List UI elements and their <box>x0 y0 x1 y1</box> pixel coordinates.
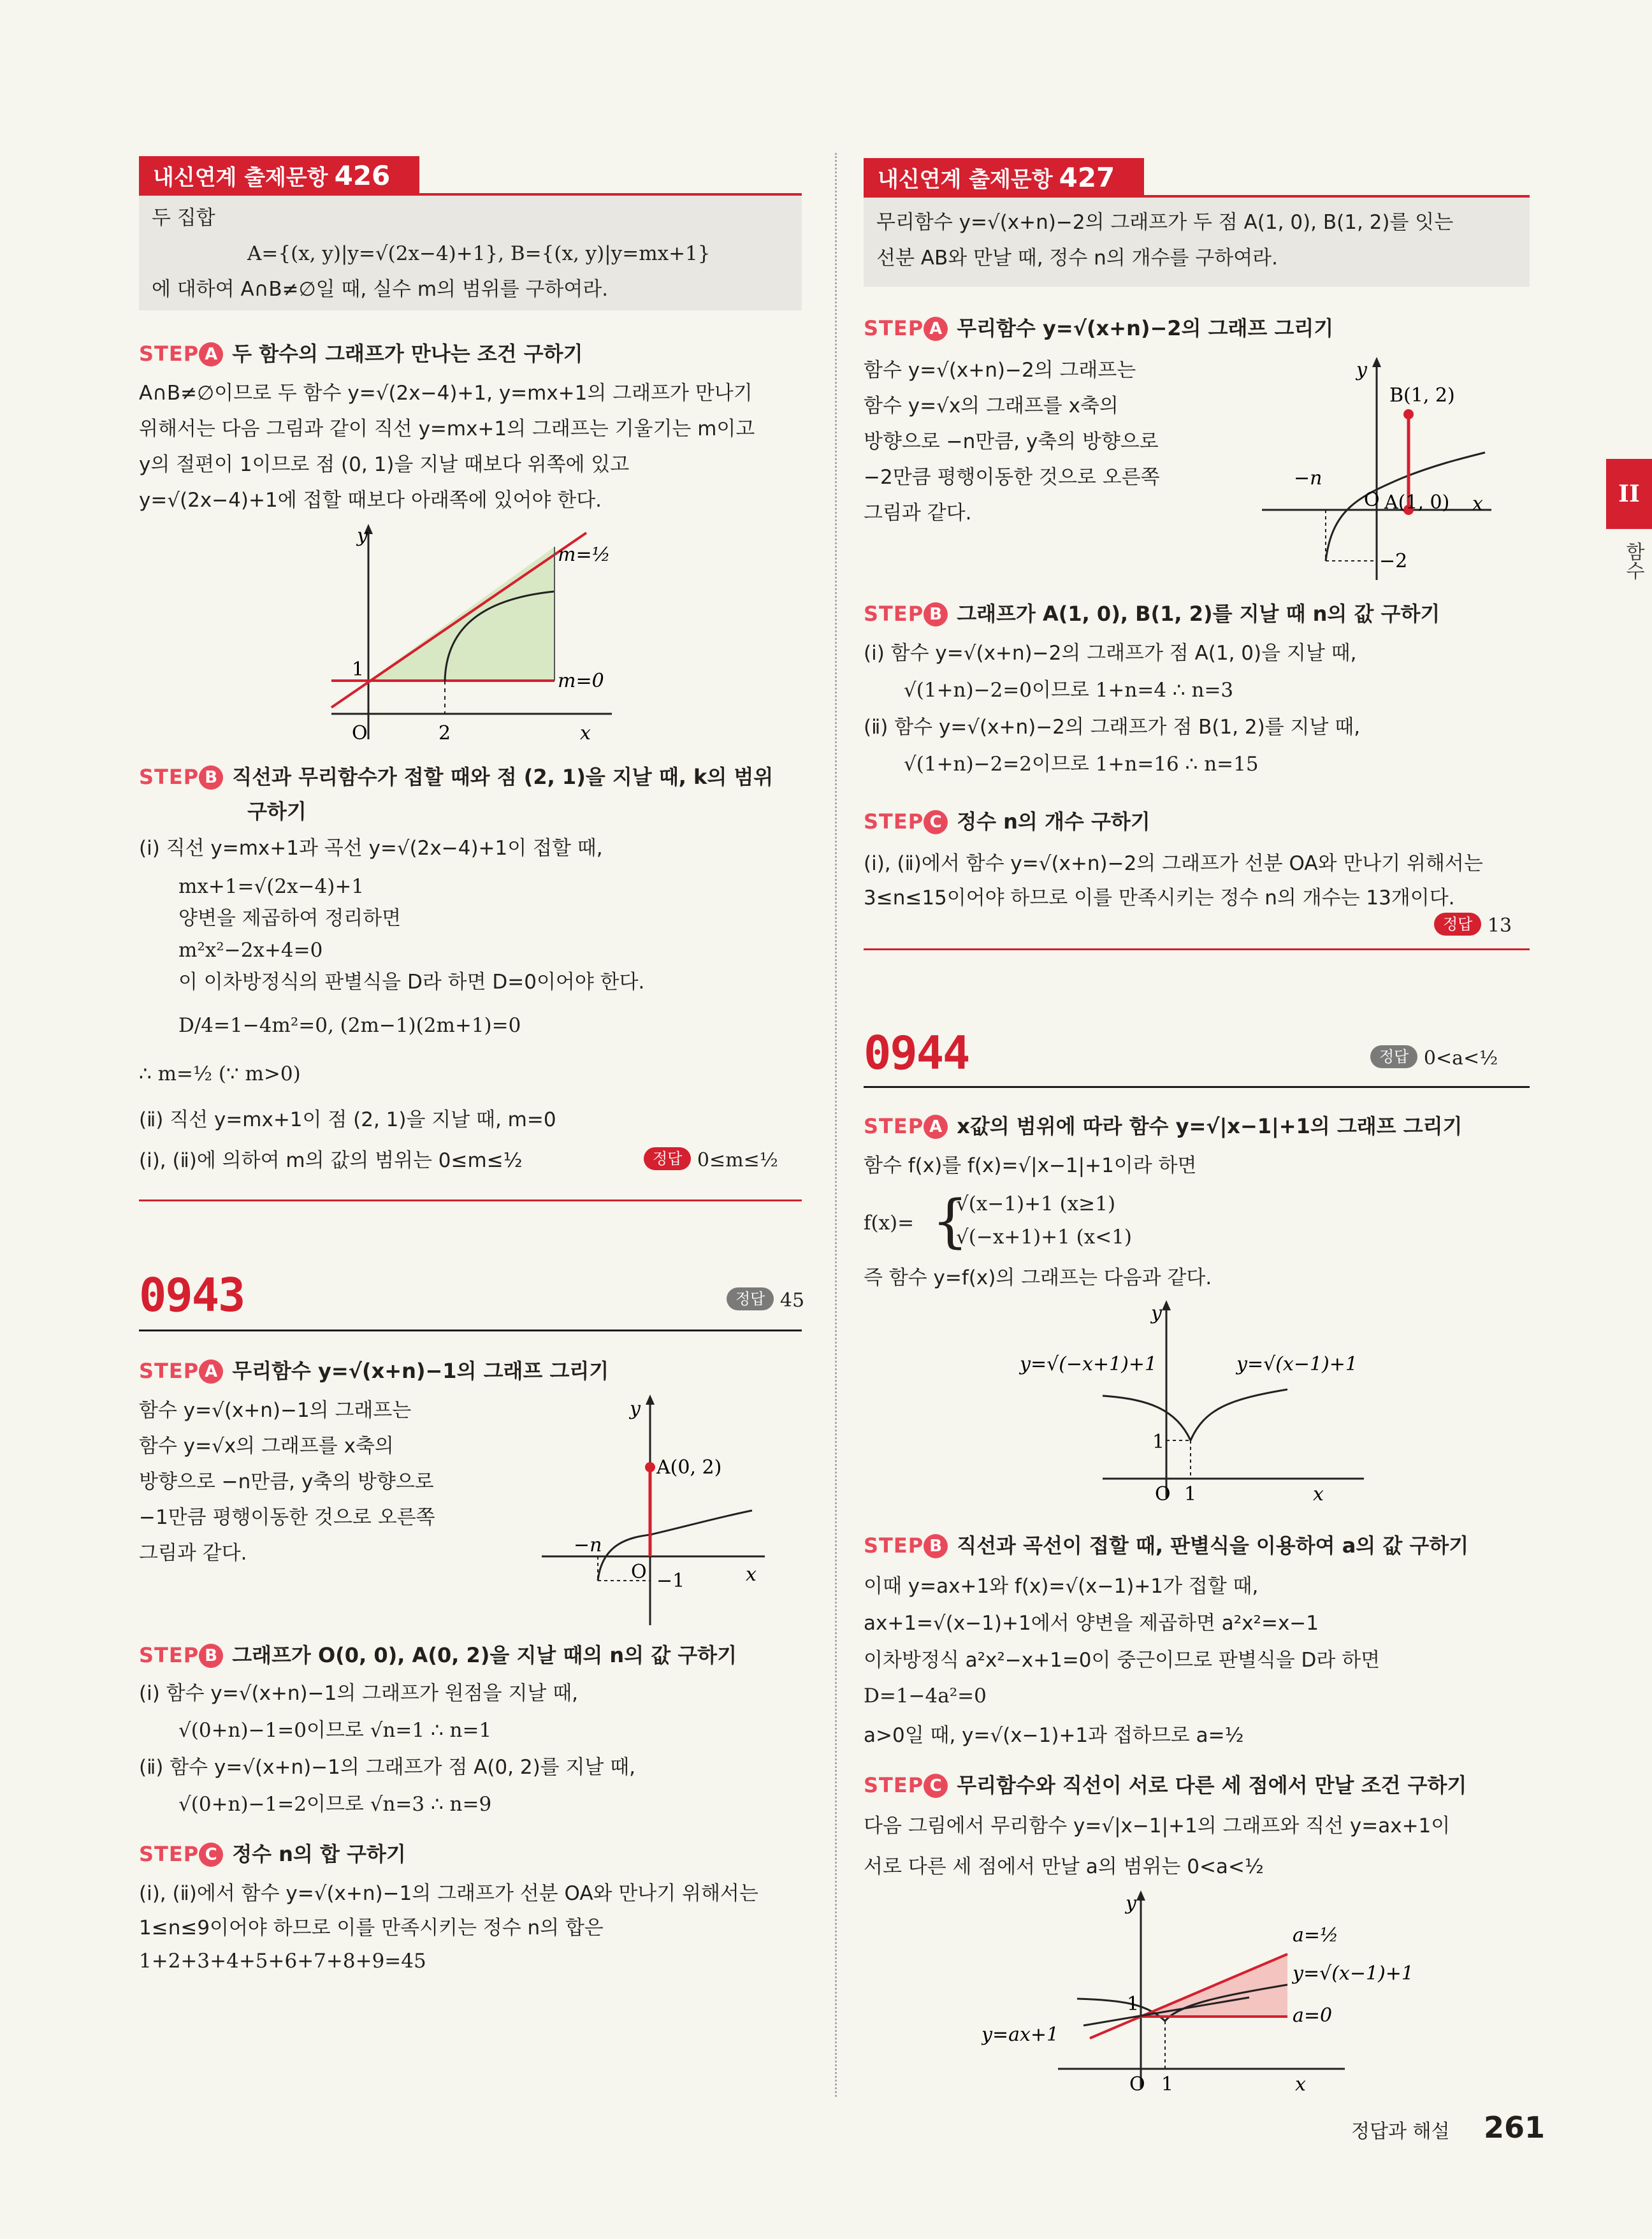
divider-0943 <box>139 1330 802 1331</box>
p427-b-line: √(1+n)−2=0이므로 1+n=4 ∴ n=3 <box>904 679 1234 702</box>
q943-a-line: 함수 y=√x의 그래프를 x축의 <box>139 1435 394 1458</box>
origin-label: O <box>352 722 368 744</box>
curve-right <box>1191 1389 1287 1440</box>
svg-text:1: 1 <box>1127 1993 1140 2015</box>
q944-b-line: ax+1=√(x−1)+1에서 양변을 제곱하면 a²x²=x−1 <box>864 1612 1319 1635</box>
svg-text:y: y <box>1356 359 1367 381</box>
step-c-943: STEP C 정수 n의 합 구하기 <box>139 1842 406 1866</box>
q944-b-line: a>0일 때, y=√(x−1)+1과 접하므로 a=½ <box>864 1724 1244 1747</box>
p427-a-line: −2만큼 평행이동한 것으로 오른쪽 <box>864 466 1160 489</box>
q944-case1: √(x−1)+1 (x≥1) <box>956 1192 1116 1215</box>
step-b-943: STEP B 그래프가 O(0, 0), A(0, 2)을 지날 때의 n의 값 구하기 <box>139 1643 737 1667</box>
q943-b-line: √(0+n)−1=2이므로 √n=3 ∴ n=9 <box>178 1793 492 1816</box>
sol-line: ∴ m=½ (∵ m>0) <box>139 1062 301 1085</box>
q944-b-line: 이때 y=ax+1와 f(x)=√(x−1)+1가 접할 때, <box>864 1575 1259 1598</box>
problem-426-box <box>139 196 802 310</box>
problem-427-banner: 내신연계 출제문항 427 <box>864 158 1144 198</box>
svg-text:O: O <box>1364 489 1380 511</box>
step-a-944: STEP A x값의 범위에 따라 함수 y=√|x−1|+1의 그래프 그리기 <box>864 1114 1463 1138</box>
sol-line: D/4=1−4m²=0, (2m−1)(2m+1)=0 <box>178 1014 521 1037</box>
p426-line2: A={(x, y)|y=√(2x−4)+1}, B={(x, y)|y=mx+1} <box>247 242 711 265</box>
svg-text:x: x <box>1313 1483 1324 1504</box>
sol-line: 이 이차방정식의 판별식을 D라 하면 D=0이어야 한다. <box>178 971 645 994</box>
sol-line: m²x²−2x+4=0 <box>178 939 323 962</box>
p427-c-line: (ⅰ), (ⅱ)에서 함수 y=√(x+n)−2의 그래프가 선분 OA와 만나기 위해서는 <box>864 852 1483 875</box>
svg-text:y: y <box>1151 1302 1162 1324</box>
svg-text:x: x <box>746 1563 757 1586</box>
p427-b-line: √(1+n)−2=2이므로 1+n=16 ∴ n=15 <box>904 753 1259 776</box>
p427-a-line: 그림과 같다. <box>864 502 972 525</box>
q944-b-line: D=1−4a²=0 <box>864 1685 987 1707</box>
svg-text:A(1, 0): A(1, 0) <box>1384 491 1450 514</box>
step-b-427: STEP B 그래프가 A(1, 0), B(1, 2)를 지날 때 n의 값 구하기 <box>864 602 1440 626</box>
p427-a-line: 함수 y=√(x+n)−2의 그래프는 <box>864 359 1136 382</box>
banner-number: 426 <box>334 160 391 191</box>
q943-a-line: 방향으로 −n만큼, y축의 방향으로 <box>139 1470 434 1493</box>
divider-426 <box>139 1199 802 1201</box>
q943-a-line: −1만큼 평행이동한 것으로 오른쪽 <box>139 1506 435 1529</box>
sol-line: 양변을 제곱하여 정리하면 <box>178 907 402 930</box>
p427-a-line: 방향으로 −n만큼, y축의 방향으로 <box>864 430 1159 453</box>
p426-line1: 두 집합 <box>152 207 215 229</box>
svg-text:1: 1 <box>1152 1431 1165 1453</box>
q944-b-line: 이차방정식 a²x²−x+1=0이 중근이므로 판별식을 D라 하면 <box>864 1649 1380 1672</box>
sol-line: mx+1=√(2x−4)+1 <box>178 875 365 898</box>
svg-text:−n: −n <box>574 1534 602 1556</box>
q943-a-line: 그림과 같다. <box>139 1542 247 1565</box>
banner-label: 내신연계 출제문항 <box>153 165 328 191</box>
answer-0943: 정답 45 <box>727 1287 804 1312</box>
step-b-426-title2: 구하기 <box>247 799 307 823</box>
q943-b-line: √(0+n)−1=0이므로 √n=1 ∴ n=1 <box>178 1719 492 1742</box>
divider-0944 <box>864 1086 1530 1088</box>
p427-line1: 무리함수 y=√(x+n)−2의 그래프가 두 점 A(1, 0), B(1, 2)를 잇는 <box>876 211 1454 234</box>
svg-text:y=√(−x+1)+1: y=√(−x+1)+1 <box>1020 1353 1157 1375</box>
question-number-0943: 0943 <box>139 1268 245 1322</box>
q944-a-line: 함수 f(x)를 f(x)=√|x−1|+1이라 하면 <box>864 1154 1197 1177</box>
step-a-943: STEP A 무리함수 y=√(x+n)−1의 그래프 그리기 <box>139 1359 609 1383</box>
svg-text:a=0: a=0 <box>1293 2004 1333 2027</box>
shaded-region <box>368 547 554 681</box>
page-number: 261 <box>1484 2110 1546 2145</box>
sol-line: (ⅰ) 직선 y=mx+1과 곡선 y=√(2x−4)+1이 접할 때, <box>139 837 603 860</box>
svg-text:y: y <box>1126 1892 1136 1915</box>
tick-2: 2 <box>438 722 451 744</box>
svg-text:O: O <box>1129 2073 1145 2094</box>
axis-y-label: y <box>357 525 368 547</box>
axis-x-label: x <box>580 722 591 744</box>
step-c-427: STEP C 정수 n의 개수 구하기 <box>864 809 1150 834</box>
answer-427: 정답 13 <box>1434 913 1512 937</box>
graph-0944-b <box>982 1884 1479 2094</box>
svg-text:B(1, 2): B(1, 2) <box>1389 384 1455 407</box>
q944-a-line: 즉 함수 y=f(x)의 그래프는 다음과 같다. <box>864 1266 1212 1289</box>
svg-text:−2: −2 <box>1379 550 1408 572</box>
svg-text:x: x <box>1472 493 1483 515</box>
side-tab: II <box>1606 459 1652 529</box>
svg-text:O: O <box>631 1561 647 1583</box>
svg-text:y=ax+1: y=ax+1 <box>982 2024 1059 2046</box>
svg-text:A(0, 2): A(0, 2) <box>656 1456 722 1479</box>
graph-426 <box>319 523 637 752</box>
q943-c-line: 1+2+3+4+5+6+7+8+9=45 <box>139 1950 426 1973</box>
label-m-half: m=½ <box>558 544 611 566</box>
p427-a-line: 함수 y=√x의 그래프를 x축의 <box>864 395 1119 417</box>
sol-line: (ⅱ) 직선 y=mx+1이 점 (2, 1)을 지날 때, m=0 <box>139 1108 556 1131</box>
step-a-427: STEP A 무리함수 y=√(x+n)−2의 그래프 그리기 <box>864 316 1334 340</box>
problem-427-box <box>864 198 1530 287</box>
step-c-944: STEP C 무리함수와 직선이 서로 다른 세 점에서 만날 조건 구하기 <box>864 1773 1467 1797</box>
graph-427 <box>1249 351 1517 586</box>
svg-text:O: O <box>1155 1483 1171 1504</box>
step-b-944: STEP B 직선과 곡선이 접할 때, 판별식을 이용하여 a의 값 구하기 <box>864 1533 1469 1558</box>
p426-line3: 에 대하여 A∩B≠∅일 때, 실수 m의 범위를 구하여라. <box>152 278 609 301</box>
brace: { <box>932 1188 969 1255</box>
step-a-426: STEP A 두 함수의 그래프가 만나는 조건 구하기 <box>139 342 583 366</box>
problem-426-banner <box>139 156 419 196</box>
label-m-zero: m=0 <box>558 670 604 692</box>
column-divider <box>835 153 837 2097</box>
graph-0943 <box>529 1389 784 1632</box>
q943-c-line: (ⅰ), (ⅱ)에서 함수 y=√(x+n)−1의 그래프가 선분 OA와 만나기 위해서는 <box>139 1882 758 1905</box>
q943-a-line: 함수 y=√(x+n)−1의 그래프는 <box>139 1399 412 1422</box>
sol-line: (ⅰ), (ⅱ)에 의하여 m의 값의 범위는 0≤m≤½ <box>139 1149 523 1172</box>
tick-1: 1 <box>352 658 365 681</box>
p427-b-line: (ⅱ) 함수 y=√(x+n)−2의 그래프가 점 B(1, 2)를 지날 때, <box>864 716 1361 739</box>
p427-line2: 선분 AB와 만날 때, 정수 n의 개수를 구하여라. <box>876 247 1278 270</box>
step-a-426-line: 위해서는 다음 그림과 같이 직선 y=mx+1의 그래프는 기울기는 m이고 <box>139 417 755 440</box>
svg-text:a=½: a=½ <box>1293 1924 1339 1946</box>
p427-b-line: (ⅰ) 함수 y=√(x+n)−2의 그래프가 점 A(1, 0)을 지날 때, <box>864 642 1357 665</box>
divider-427 <box>864 948 1530 950</box>
curve-left <box>1103 1396 1191 1440</box>
svg-text:y: y <box>630 1398 641 1420</box>
footer-label: 정답과 해설 <box>1351 2120 1450 2143</box>
q944-c-line: 다음 그림에서 무리함수 y=√|x−1|+1의 그래프와 직선 y=ax+1이 <box>864 1815 1451 1837</box>
question-number-0944: 0944 <box>864 1026 969 1080</box>
answer-0944: 정답 0<a<½ <box>1370 1045 1498 1069</box>
q944-fx-label: f(x)= <box>864 1212 915 1235</box>
svg-text:1: 1 <box>1184 1483 1197 1504</box>
q943-b-line: (ⅰ) 함수 y=√(x+n)−1의 그래프가 원점을 지날 때, <box>139 1682 579 1705</box>
q943-b-line: (ⅱ) 함수 y=√(x+n)−1의 그래프가 점 A(0, 2)를 지날 때, <box>139 1756 636 1779</box>
svg-text:−n: −n <box>1294 467 1322 489</box>
q944-c-line: 서로 다른 세 점에서 만날 a의 범위는 0<a<½ <box>864 1855 1264 1878</box>
q943-c-line: 1≤n≤9이어야 하므로 이를 만족시키는 정수 n의 합은 <box>139 1917 604 1939</box>
svg-text:1: 1 <box>1161 2073 1174 2094</box>
answer-426: 정답 0≤m≤½ <box>644 1147 778 1171</box>
graph-0944-a <box>1007 1294 1402 1504</box>
step-a-426-line: y=√(2x−4)+1에 접할 때보다 아래쪽에 있어야 한다. <box>139 489 602 512</box>
p427-c-line: 3≤n≤15이어야 하므로 이를 만족시키는 정수 n의 개수는 13개이다. <box>864 887 1455 909</box>
step-a-426-line: y의 절편이 1이므로 점 (0, 1)을 지날 때보다 위쪽에 있고 <box>139 453 630 476</box>
side-text: 함수 <box>1622 542 1644 580</box>
step-b-426: STEP B 직선과 무리함수가 접할 때와 점 (2, 1)을 지날 때, k의 범위 <box>139 765 774 789</box>
svg-text:−1: −1 <box>656 1570 685 1592</box>
step-a-426-line: A∩B≠∅이므로 두 함수 y=√(2x−4)+1, y=mx+1의 그래프가 만나기 <box>139 382 753 405</box>
svg-text:y=√(x−1)+1: y=√(x−1)+1 <box>1293 1962 1414 1985</box>
q944-case2: √(−x+1)+1 (x<1) <box>956 1226 1133 1249</box>
svg-text:y=√(x−1)+1: y=√(x−1)+1 <box>1236 1353 1358 1375</box>
svg-text:x: x <box>1295 2073 1306 2094</box>
